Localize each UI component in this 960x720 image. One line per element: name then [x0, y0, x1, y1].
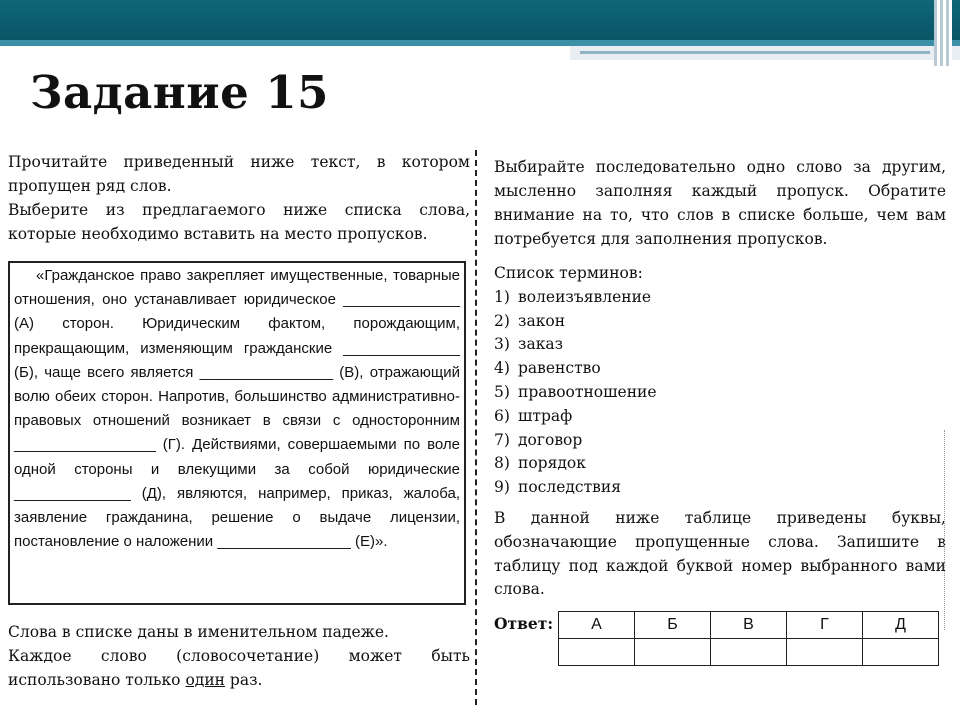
- term-item: 4) равенство: [494, 359, 601, 378]
- terms-header: Список терминов:: [494, 264, 643, 282]
- header-bar: [0, 0, 960, 40]
- note-case: Слова в списке даны в именительном падеже.: [8, 623, 389, 641]
- table-instructions: [494, 507, 946, 602]
- right-instructions: [494, 155, 946, 251]
- column-divider: [475, 150, 477, 705]
- instruction-sequential: Выбирайте последовательно одно слово за другим, мысленно заполняя каждый пропуск. Обратите внимание на то, что слов в списке больше, чем вам потребуется для заполнения пропусков.: [494, 158, 946, 248]
- answer-letter-b: Б: [635, 612, 711, 639]
- answer-label: Ответ:: [494, 614, 554, 633]
- answer-cell-v[interactable]: [711, 639, 787, 666]
- term-item: 1) волеизъявление: [494, 287, 652, 306]
- instruction-choose: Выберите из предлагаемого ниже списка слова, которые необходимо вставить на место пропусков.: [8, 201, 470, 243]
- terms-list: [494, 262, 944, 500]
- answer-cell-a[interactable]: [559, 639, 635, 666]
- header-accent: [570, 46, 960, 60]
- answer-cell-b[interactable]: [635, 639, 711, 666]
- underlined-word: один: [185, 671, 225, 689]
- term-item: 8) порядок: [494, 454, 586, 473]
- term-item: 2) закон: [494, 311, 566, 330]
- corner-decoration: [934, 0, 952, 66]
- left-notes: [8, 620, 470, 692]
- term-item: 6) штраф: [494, 406, 573, 425]
- table-instruction-text: В данной ниже таблице приведены буквы, обозначающие пропущенные слова. Запишите в таблицу под каждой буквой номер выбранного вами слова.: [494, 509, 946, 599]
- answer-cell-g[interactable]: [787, 639, 863, 666]
- note-usage: Каждое слово (словосочетание) может быть использовано только один раз.: [8, 647, 470, 689]
- instruction-read: Прочитайте приведенный ниже текст, в котором пропущен ряд слов.: [8, 153, 470, 195]
- answer-letters-row: [559, 612, 939, 639]
- answer-letter-v: В: [711, 612, 787, 639]
- page-title: Задание 15: [30, 66, 329, 119]
- answer-table: [558, 611, 939, 666]
- answer-letter-d: Д: [863, 612, 939, 639]
- answer-cell-d[interactable]: [863, 639, 939, 666]
- term-item: 3) заказ: [494, 335, 564, 354]
- term-item: 7) договор: [494, 430, 583, 449]
- term-item: 5) правоотношение: [494, 382, 657, 401]
- left-instructions: [8, 150, 470, 246]
- term-item: 9) последствия: [494, 478, 621, 497]
- answer-letter-g: Г: [787, 612, 863, 639]
- quote-text: «Гражданское право закрепляет имущественные, товарные отношения, оно устанавливает юридическое ______________ (А) сторон. Юридическим фактом, порождающим, прекращающим, изменяющим гражданские ______________ (Б), чаще всего является ________________ (В), отражающий волю обеих сторон. Напротив, большинство административно-правовых отношений возникает в связи с односторонним _________________ (Г). Действиями, совершаемыми по воле одной стороны и влекущими за собой юридические ______________ (Д), являются, например, приказ, жалоба, заявление гражданина, решение о выдаче лицензии, постановление о наложении ________________ (Е)».: [14, 267, 460, 551]
- answer-letter-a: А: [559, 612, 635, 639]
- answer-input-row: [559, 639, 939, 666]
- scan-artifact-line: [944, 430, 945, 630]
